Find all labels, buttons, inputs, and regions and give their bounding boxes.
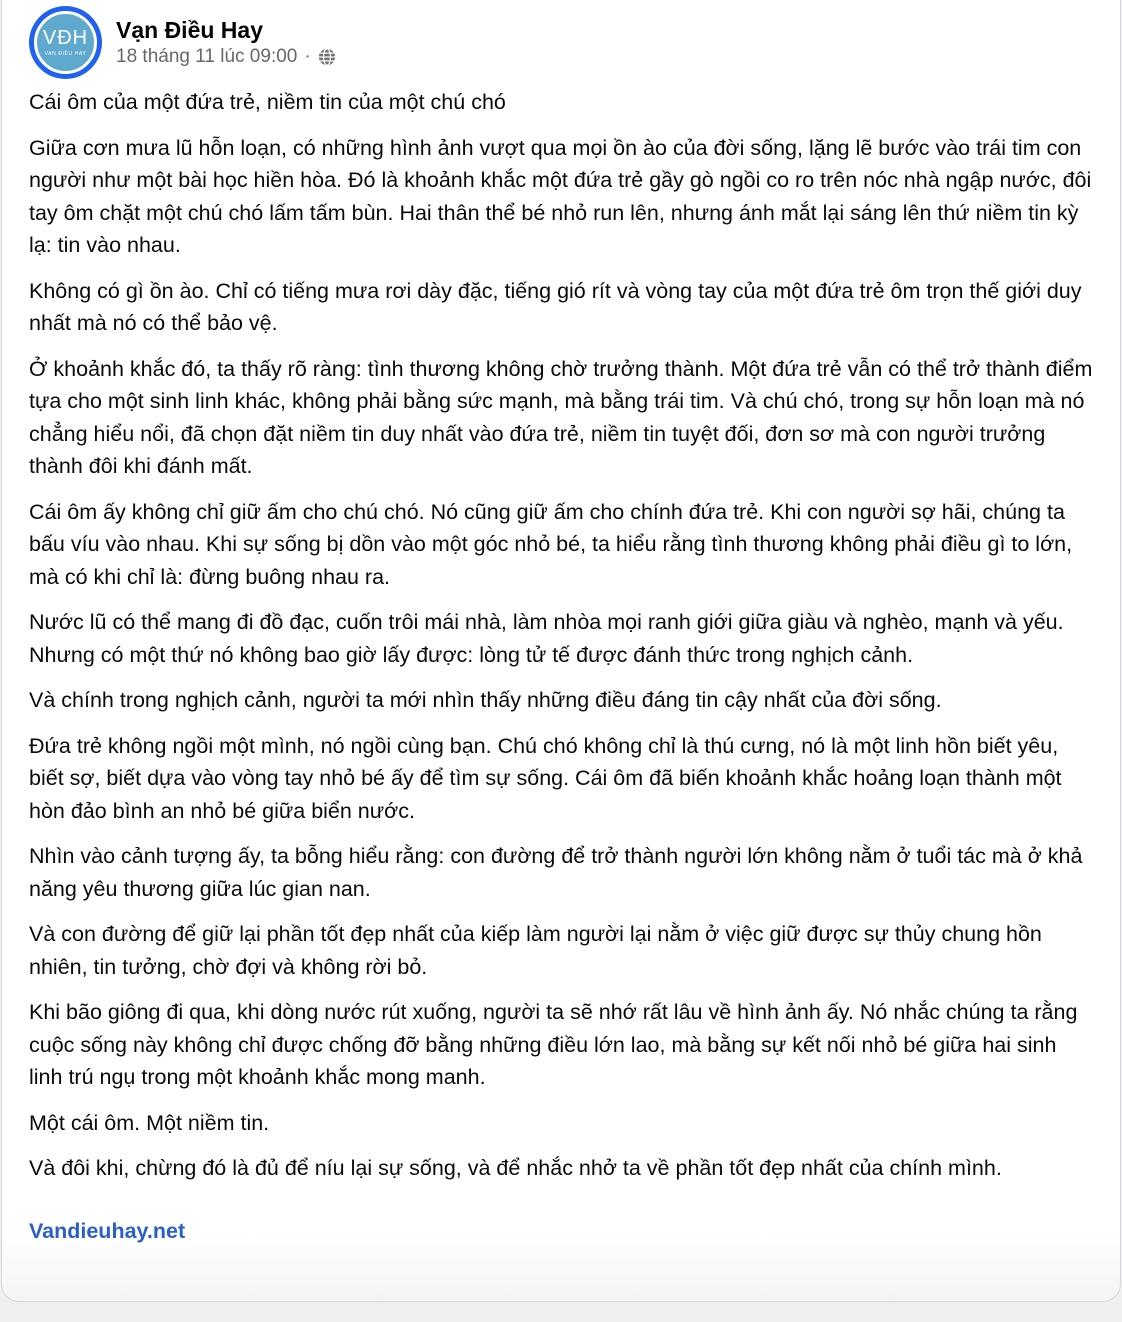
post-paragraph: Cái ôm ấy không chỉ giữ ấm cho chú chó. Nó cũng giữ ấm cho chính đứa trẻ. Khi con người sợ hãi, chúng ta bấu víu vào nhau. Khi sự sống bị dồn vào một góc nhỏ bé, ta hiểu rằng tình thương không phải điều gì to lớn, mà có khi chỉ là: đừng buông nhau ra. [29,499,1073,589]
post-paragraph: Giữa cơn mưa lũ hỗn loạn, có những hình ảnh vượt qua mọi ồn ào của đời sống, lặng lẽ bước vào trái tim con người như một bài học hiền hòa. Đó là khoảnh khắc một đứa trẻ gầy gò ngồi co ro trên nóc nhà ngập nước, đôi tay ôm chặt một chú chó lấm tấm bùn. Hai thân thể bé nhỏ run lên, nhưng ánh mắt lại sáng lên thứ niềm tin kỳ lạ: tin vào nhau. [29,135,1092,257]
post-paragraph: Và đôi khi, chừng đó là đủ để níu lại sự sống, và để nhắc nhở ta về phần tốt đẹp nhất của chính mình. [29,1156,1002,1180]
page-avatar-logo [34,11,97,74]
post-paragraph: Một cái ôm. Một niềm tin. [29,1110,270,1135]
post-paragraph: Nước lũ có thể mang đi đồ đạc, cuốn trôi mái nhà, làm nhòa mọi ranh giới giữa giàu và nghèo, mạnh và yếu. Nhưng có một thứ nó không bao giờ lấy được: lòng tử tế được đánh thức trong nghịch cảnh. [29,610,1064,667]
page-name-link[interactable]: Vạn Điều Hay [116,16,263,43]
post-timestamp[interactable]: 18 tháng 11 lúc 09:00 [116,46,298,68]
post-paragraph: Nhìn vào cảnh tượng ấy, ta bỗng hiểu rằng: con đường để trở thành người lớn không nằm ở tuổi tác mà ở khả năng yêu thương giữa lúc gian nan. [29,844,1083,901]
post-paragraph: Và con đường để giữ lại phần tốt đẹp nhất của kiếp làm người lại nằm ở việc giữ được sự thủy chung hồn nhiên, tin tưởng, chờ đợi và không rời bỏ. [29,922,1042,979]
post-paragraph: Khi bão giông đi qua, khi dòng nước rút xuống, người ta sẽ nhớ rất lâu về hình ảnh ấy. Nó nhắc chúng ta rằng cuộc sống này không chỉ được chống đỡ bằng những điều lớn lao, mà bằng sự kết nối nhỏ bé giữa hai sinh linh trú ngụ trong một khoảnh khắc mong manh. [29,1000,1078,1089]
avatar-initials: VĐH [42,26,89,49]
post-link-vandieuhay[interactable]: Vandieuhay.net [29,1218,186,1243]
page-avatar[interactable] [29,6,102,79]
post-paragraph: Và chính trong nghịch cảnh, người ta mới nhìn thấy những điều đáng tin cậy nhất của đời sống. [29,688,942,712]
post-paragraph: Không có gì ồn ào. Chỉ có tiếng mưa rơi dày đặc, tiếng gió rít và vòng tay của một đứa trẻ ôm trọn thế giới duy nhất mà nó có thể bảo vệ. [29,278,1082,335]
facebook-post-card [1,0,1121,1302]
post-paragraph: Cái ôm của một đứa trẻ, niềm tin của một chú chó [29,90,506,114]
post-body [29,86,1093,1254]
post-header-info [116,16,336,69]
meta-separator: · [304,46,311,68]
avatar-subtext: VAN ĐIỀU HAY [44,50,87,57]
post-paragraph: Đứa trẻ không ngồi một mình, nó ngồi cùng bạn. Chú chó không chỉ là thú cưng, nó là một linh hồn biết yêu, biết sợ, biết dựa vào vòng tay nhỏ bé ấy để tìm sự sống. Cái ôm đã biến khoảnh khắc hoảng loạn thành một hòn đảo bình an nhỏ bé giữa biển nước. [29,733,1062,823]
globe-privacy-icon [318,48,336,66]
post-meta [116,46,336,68]
post-paragraph: Ở khoảnh khắc đó, ta thấy rõ ràng: tình thương không chờ trưởng thành. Một đứa trẻ vẫn có thể trở thành điểm tựa cho một sinh linh khác, không phải bằng sức mạnh, mà bằng trái tim. Và chú chó, trong sự hỗn loạn mà nó chẳng hiểu nổi, đã chọn đặt niềm tin duy nhất vào đứa trẻ, niềm tin tuyệt đối, đơn sơ mà con người trưởng thành đôi khi đánh mất. [29,356,1093,478]
post-header [29,3,1093,81]
